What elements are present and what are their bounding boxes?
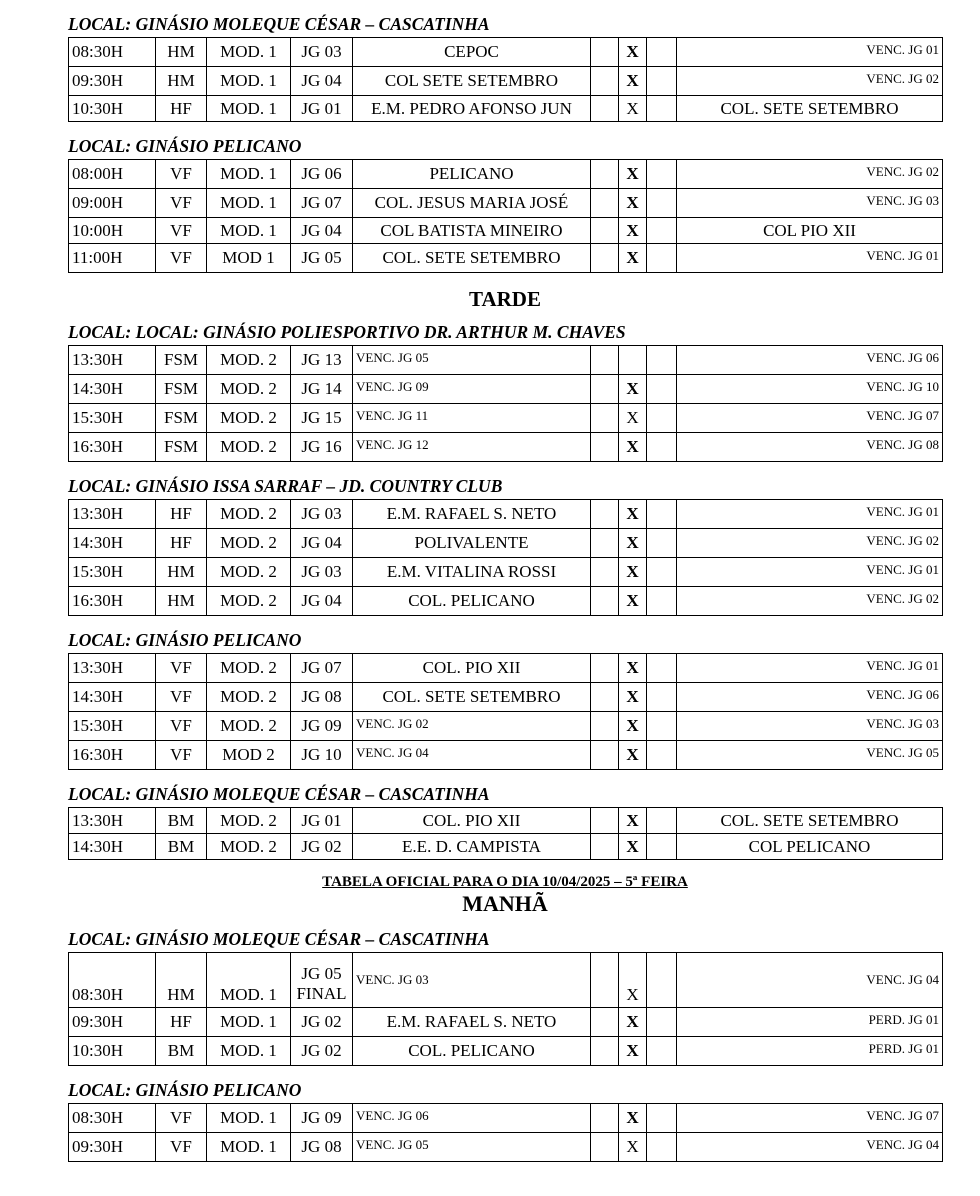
table-row: [69, 1133, 943, 1162]
time-cell: 08:30H: [69, 953, 156, 1008]
module-cell: MOD. 2: [207, 683, 291, 712]
module-cell: MOD. 1: [207, 67, 291, 96]
versus-cell: X: [619, 96, 647, 122]
game-cell: JG 07: [291, 654, 353, 683]
score-home-cell: [591, 244, 619, 273]
date-title: TABELA OFICIAL PARA O DIA 10/04/2025 – 5ª FEIRA: [322, 874, 688, 890]
schedule-table: [68, 37, 943, 122]
team-away-cell: VENC. JG 02: [677, 587, 943, 616]
time-cell: 14:30H: [69, 529, 156, 558]
score-away-cell: [647, 218, 677, 244]
location-heading: LOCAL: LOCAL: GINÁSIO POLIESPORTIVO DR. ARTHUR M. CHAVES: [68, 322, 626, 342]
game-stage: FINAL: [296, 984, 347, 1003]
score-away-cell: [647, 1133, 677, 1162]
time-cell: 10:30H: [69, 96, 156, 122]
score-away-cell: [647, 712, 677, 741]
team-away-cell: VENC. JG 06: [677, 346, 943, 375]
time-cell: 16:30H: [69, 587, 156, 616]
team-away-cell: VENC. JG 04: [677, 953, 943, 1008]
versus-cell: X: [619, 67, 647, 96]
score-home-cell: [591, 1104, 619, 1133]
team-away-cell: VENC. JG 01: [677, 558, 943, 587]
category-cell: VF: [156, 654, 207, 683]
schedule-table: [68, 952, 943, 1066]
game-cell: JG 01: [291, 96, 353, 122]
module-cell: MOD. 1: [207, 1037, 291, 1066]
team-home-cell: VENC. JG 12: [353, 433, 591, 462]
category-cell: BM: [156, 808, 207, 834]
table-row: [69, 1104, 943, 1133]
game-cell: JG 13: [291, 346, 353, 375]
score-away-cell: [647, 683, 677, 712]
time-cell: 15:30H: [69, 558, 156, 587]
score-away-cell: [647, 654, 677, 683]
team-home-cell: COL. PELICANO: [353, 1037, 591, 1066]
time-cell: 15:30H: [69, 404, 156, 433]
module-cell: MOD 2: [207, 741, 291, 770]
time-cell: 13:30H: [69, 808, 156, 834]
category-cell: VF: [156, 189, 207, 218]
game-cell: JG 05: [291, 244, 353, 273]
team-home-cell: VENC. JG 03: [353, 953, 591, 1008]
game-cell: JG 03: [291, 38, 353, 67]
module-cell: MOD. 1: [207, 38, 291, 67]
module-cell: MOD. 2: [207, 375, 291, 404]
category-cell: FSM: [156, 404, 207, 433]
team-home-cell: COL. SETE SETEMBRO: [353, 683, 591, 712]
table-row: [69, 96, 943, 122]
versus-cell: X: [619, 1133, 647, 1162]
module-cell: MOD. 1: [207, 953, 291, 1008]
game-cell: JG 08: [291, 1133, 353, 1162]
game-number: JG 05: [301, 964, 342, 983]
versus-cell: X: [619, 218, 647, 244]
location-heading: LOCAL: GINÁSIO MOLEQUE CÉSAR – CASCATINHA: [68, 14, 490, 34]
table-row: [69, 834, 943, 860]
module-cell: MOD. 2: [207, 500, 291, 529]
team-home-cell: VENC. JG 06: [353, 1104, 591, 1133]
versus-cell: X: [619, 808, 647, 834]
team-away-cell: VENC. JG 02: [677, 67, 943, 96]
score-away-cell: [647, 953, 677, 1008]
score-home-cell: [591, 346, 619, 375]
time-cell: 10:30H: [69, 1037, 156, 1066]
team-away-cell: VENC. JG 10: [677, 375, 943, 404]
game-cell: JG 10: [291, 741, 353, 770]
location-heading: LOCAL: GINÁSIO MOLEQUE CÉSAR – CASCATINHA: [68, 784, 490, 804]
score-home-cell: [591, 953, 619, 1008]
team-away-cell: COL PELICANO: [677, 834, 943, 860]
period-heading: TARDE: [469, 287, 541, 311]
game-cell: JG 08: [291, 683, 353, 712]
score-home-cell: [591, 558, 619, 587]
time-cell: 08:00H: [69, 160, 156, 189]
module-cell: MOD. 1: [207, 218, 291, 244]
game-cell: JG 16: [291, 433, 353, 462]
time-cell: 08:30H: [69, 38, 156, 67]
score-home-cell: [591, 96, 619, 122]
game-cell: JG 09: [291, 1104, 353, 1133]
score-away-cell: [647, 1037, 677, 1066]
team-away-cell: PERD. JG 01: [677, 1037, 943, 1066]
score-home-cell: [591, 683, 619, 712]
team-away-cell: VENC. JG 02: [677, 529, 943, 558]
versus-cell: [619, 346, 647, 375]
team-away-cell: VENC. JG 08: [677, 433, 943, 462]
module-cell: MOD. 1: [207, 189, 291, 218]
module-cell: MOD. 2: [207, 404, 291, 433]
score-away-cell: [647, 558, 677, 587]
location-heading: LOCAL: GINÁSIO ISSA SARRAF – JD. COUNTRY CLUB: [68, 476, 503, 496]
versus-cell: X: [619, 244, 647, 273]
module-cell: MOD. 2: [207, 587, 291, 616]
table-row: [69, 1008, 943, 1037]
team-home-cell: COL. JESUS MARIA JOSÉ: [353, 189, 591, 218]
category-cell: FSM: [156, 346, 207, 375]
table-row: [69, 808, 943, 834]
versus-cell: X: [619, 587, 647, 616]
category-cell: VF: [156, 1133, 207, 1162]
score-home-cell: [591, 1008, 619, 1037]
category-cell: VF: [156, 244, 207, 273]
team-home-cell: COL. PIO XII: [353, 808, 591, 834]
score-away-cell: [647, 244, 677, 273]
score-home-cell: [591, 500, 619, 529]
game-cell: JG 01: [291, 808, 353, 834]
module-cell: MOD. 2: [207, 433, 291, 462]
score-home-cell: [591, 375, 619, 404]
team-away-cell: VENC. JG 07: [677, 1104, 943, 1133]
time-cell: 08:30H: [69, 1104, 156, 1133]
module-cell: MOD. 2: [207, 654, 291, 683]
team-away-cell: COL. SETE SETEMBRO: [677, 96, 943, 122]
score-home-cell: [591, 741, 619, 770]
versus-cell: X: [619, 529, 647, 558]
location-heading: LOCAL: GINÁSIO PELICANO: [68, 630, 302, 650]
score-away-cell: [647, 587, 677, 616]
game-cell: [291, 953, 353, 1008]
team-away-cell: VENC. JG 01: [677, 38, 943, 67]
category-cell: HM: [156, 558, 207, 587]
score-home-cell: [591, 712, 619, 741]
game-cell: JG 02: [291, 834, 353, 860]
table-row: [69, 160, 943, 189]
table-row: [69, 433, 943, 462]
module-cell: MOD. 2: [207, 808, 291, 834]
team-home-cell: PELICANO: [353, 160, 591, 189]
module-cell: MOD. 2: [207, 529, 291, 558]
team-away-cell: VENC. JG 05: [677, 741, 943, 770]
category-cell: HM: [156, 67, 207, 96]
team-away-cell: COL. SETE SETEMBRO: [677, 808, 943, 834]
time-cell: 11:00H: [69, 244, 156, 273]
team-home-cell: CEPOC: [353, 38, 591, 67]
time-cell: 13:30H: [69, 500, 156, 529]
team-home-cell: VENC. JG 04: [353, 741, 591, 770]
category-cell: HF: [156, 500, 207, 529]
versus-cell: X: [619, 953, 647, 1008]
category-cell: BM: [156, 1037, 207, 1066]
score-away-cell: [647, 500, 677, 529]
score-away-cell: [647, 741, 677, 770]
score-away-cell: [647, 375, 677, 404]
category-cell: VF: [156, 712, 207, 741]
team-away-cell: VENC. JG 01: [677, 500, 943, 529]
table-row: [69, 587, 943, 616]
category-cell: HF: [156, 529, 207, 558]
game-cell: JG 03: [291, 558, 353, 587]
team-home-cell: COL. SETE SETEMBRO: [353, 244, 591, 273]
time-cell: 14:30H: [69, 683, 156, 712]
game-cell: JG 09: [291, 712, 353, 741]
score-home-cell: [591, 160, 619, 189]
time-cell: 16:30H: [69, 433, 156, 462]
schedule-table: [68, 807, 943, 860]
category-cell: HM: [156, 587, 207, 616]
schedule-table: [68, 499, 943, 616]
team-home-cell: VENC. JG 05: [353, 1133, 591, 1162]
team-away-cell: VENC. JG 06: [677, 683, 943, 712]
category-cell: HM: [156, 38, 207, 67]
time-cell: 14:30H: [69, 375, 156, 404]
score-home-cell: [591, 404, 619, 433]
versus-cell: X: [619, 375, 647, 404]
category-cell: VF: [156, 218, 207, 244]
score-home-cell: [591, 654, 619, 683]
versus-cell: X: [619, 189, 647, 218]
team-away-cell: VENC. JG 02: [677, 160, 943, 189]
versus-cell: X: [619, 500, 647, 529]
team-home-cell: VENC. JG 11: [353, 404, 591, 433]
time-cell: 09:30H: [69, 67, 156, 96]
score-home-cell: [591, 189, 619, 218]
score-home-cell: [591, 433, 619, 462]
schedule-table: [68, 345, 943, 462]
versus-cell: X: [619, 558, 647, 587]
time-cell: 13:30H: [69, 346, 156, 375]
category-cell: HM: [156, 953, 207, 1008]
location-heading: LOCAL: GINÁSIO MOLEQUE CÉSAR – CASCATINHA: [68, 929, 490, 949]
period-heading: MANHÃ: [462, 891, 548, 916]
versus-cell: X: [619, 433, 647, 462]
time-cell: 15:30H: [69, 712, 156, 741]
team-away-cell: VENC. JG 07: [677, 404, 943, 433]
table-row: [69, 741, 943, 770]
table-row: [69, 375, 943, 404]
schedule-document: [68, 14, 942, 1176]
module-cell: MOD. 1: [207, 1008, 291, 1037]
time-cell: 16:30H: [69, 741, 156, 770]
versus-cell: X: [619, 160, 647, 189]
score-away-cell: [647, 433, 677, 462]
module-cell: MOD. 2: [207, 346, 291, 375]
module-cell: MOD. 1: [207, 1104, 291, 1133]
table-row: [69, 953, 943, 1008]
team-home-cell: E.M. VITALINA ROSSI: [353, 558, 591, 587]
table-row: [69, 712, 943, 741]
table-row: [69, 67, 943, 96]
score-away-cell: [647, 1008, 677, 1037]
module-cell: MOD. 1: [207, 1133, 291, 1162]
category-cell: FSM: [156, 433, 207, 462]
score-away-cell: [647, 346, 677, 375]
table-row: [69, 189, 943, 218]
category-cell: VF: [156, 1104, 207, 1133]
category-cell: VF: [156, 683, 207, 712]
time-cell: 09:30H: [69, 1133, 156, 1162]
table-row: [69, 244, 943, 273]
score-away-cell: [647, 834, 677, 860]
table-row: [69, 218, 943, 244]
versus-cell: X: [619, 712, 647, 741]
team-away-cell: COL PIO XII: [677, 218, 943, 244]
schedule-table: [68, 1103, 943, 1162]
module-cell: MOD 1: [207, 244, 291, 273]
module-cell: MOD. 1: [207, 160, 291, 189]
table-row: [69, 500, 943, 529]
schedule-table: [68, 653, 943, 770]
team-home-cell: VENC. JG 05: [353, 346, 591, 375]
score-away-cell: [647, 404, 677, 433]
table-row: [69, 558, 943, 587]
module-cell: MOD. 2: [207, 834, 291, 860]
score-away-cell: [647, 808, 677, 834]
game-cell: JG 03: [291, 500, 353, 529]
team-home-cell: E.M. RAFAEL S. NETO: [353, 1008, 591, 1037]
table-row: [69, 404, 943, 433]
score-home-cell: [591, 834, 619, 860]
category-cell: HF: [156, 96, 207, 122]
game-cell: JG 02: [291, 1008, 353, 1037]
table-row: [69, 683, 943, 712]
time-cell: 09:30H: [69, 1008, 156, 1037]
team-away-cell: VENC. JG 01: [677, 244, 943, 273]
versus-cell: X: [619, 683, 647, 712]
score-away-cell: [647, 529, 677, 558]
versus-cell: X: [619, 1037, 647, 1066]
game-cell: JG 07: [291, 189, 353, 218]
table-row: [69, 654, 943, 683]
team-home-cell: COL. PELICANO: [353, 587, 591, 616]
schedule-table: [68, 159, 943, 273]
team-home-cell: VENC. JG 02: [353, 712, 591, 741]
team-home-cell: COL. PIO XII: [353, 654, 591, 683]
time-cell: 13:30H: [69, 654, 156, 683]
game-cell: JG 04: [291, 67, 353, 96]
versus-cell: X: [619, 834, 647, 860]
score-home-cell: [591, 587, 619, 616]
game-cell: JG 04: [291, 529, 353, 558]
versus-cell: X: [619, 404, 647, 433]
time-cell: 09:00H: [69, 189, 156, 218]
category-cell: VF: [156, 741, 207, 770]
versus-cell: X: [619, 1008, 647, 1037]
location-heading: LOCAL: GINÁSIO PELICANO: [68, 136, 302, 156]
team-away-cell: VENC. JG 03: [677, 189, 943, 218]
score-away-cell: [647, 160, 677, 189]
versus-cell: X: [619, 741, 647, 770]
team-away-cell: VENC. JG 01: [677, 654, 943, 683]
table-row: [69, 1037, 943, 1066]
team-home-cell: E.M. PEDRO AFONSO JUN: [353, 96, 591, 122]
team-home-cell: POLIVALENTE: [353, 529, 591, 558]
score-home-cell: [591, 67, 619, 96]
score-home-cell: [591, 218, 619, 244]
versus-cell: X: [619, 654, 647, 683]
category-cell: FSM: [156, 375, 207, 404]
location-heading: LOCAL: GINÁSIO PELICANO: [68, 1080, 302, 1100]
table-row: [69, 346, 943, 375]
time-cell: 14:30H: [69, 834, 156, 860]
score-home-cell: [591, 1133, 619, 1162]
game-cell: JG 14: [291, 375, 353, 404]
team-home-cell: COL BATISTA MINEIRO: [353, 218, 591, 244]
score-home-cell: [591, 529, 619, 558]
game-cell: JG 06: [291, 160, 353, 189]
team-home-cell: VENC. JG 09: [353, 375, 591, 404]
table-row: [69, 529, 943, 558]
category-cell: VF: [156, 160, 207, 189]
team-home-cell: E.E. D. CAMPISTA: [353, 834, 591, 860]
score-away-cell: [647, 1104, 677, 1133]
time-cell: 10:00H: [69, 218, 156, 244]
game-cell: JG 02: [291, 1037, 353, 1066]
team-home-cell: COL SETE SETEMBRO: [353, 67, 591, 96]
versus-cell: X: [619, 38, 647, 67]
team-away-cell: VENC. JG 03: [677, 712, 943, 741]
team-away-cell: PERD. JG 01: [677, 1008, 943, 1037]
module-cell: MOD. 2: [207, 712, 291, 741]
module-cell: MOD. 1: [207, 96, 291, 122]
category-cell: BM: [156, 834, 207, 860]
score-away-cell: [647, 189, 677, 218]
score-away-cell: [647, 96, 677, 122]
module-cell: MOD. 2: [207, 558, 291, 587]
score-home-cell: [591, 1037, 619, 1066]
team-home-cell: E.M. RAFAEL S. NETO: [353, 500, 591, 529]
category-cell: HF: [156, 1008, 207, 1037]
score-home-cell: [591, 38, 619, 67]
score-away-cell: [647, 67, 677, 96]
score-home-cell: [591, 808, 619, 834]
score-away-cell: [647, 38, 677, 67]
versus-cell: X: [619, 1104, 647, 1133]
game-cell: JG 04: [291, 218, 353, 244]
game-cell: JG 15: [291, 404, 353, 433]
game-cell: JG 04: [291, 587, 353, 616]
table-row: [69, 38, 943, 67]
team-away-cell: VENC. JG 04: [677, 1133, 943, 1162]
